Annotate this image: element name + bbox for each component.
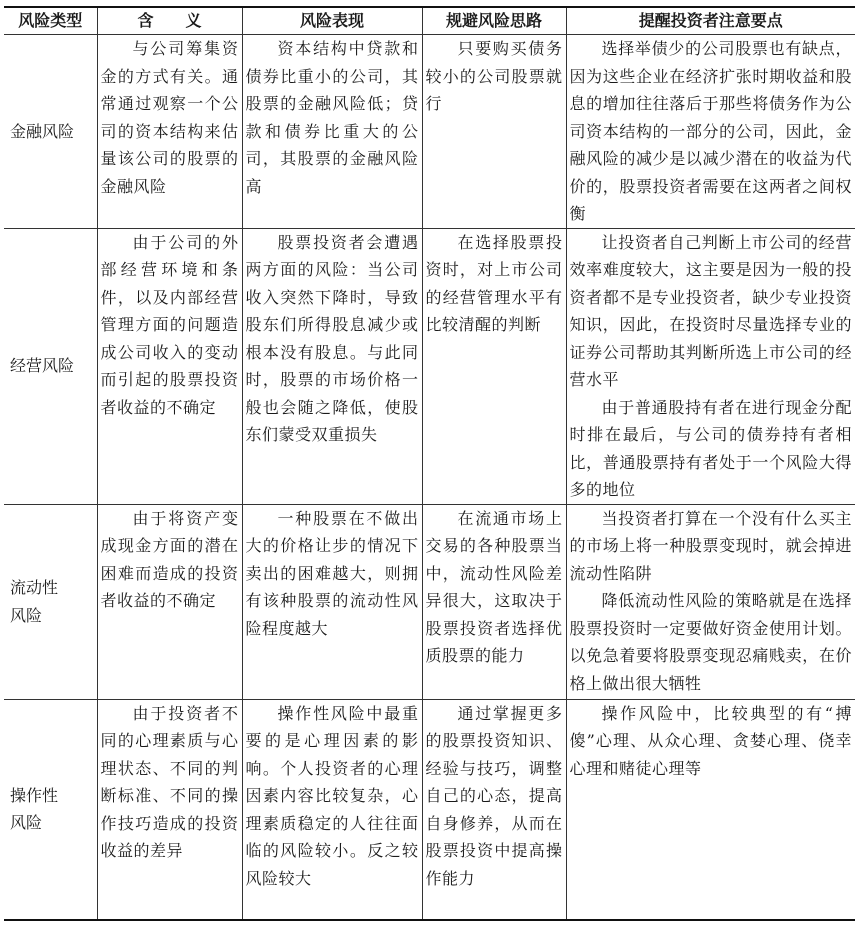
risk-type-cell: 流动性风险 xyxy=(4,504,97,699)
paragraph: 在流通市场上交易的各种股票当中，流动性风险差异很大，这取决于股票投资者选择优质股票的能力 xyxy=(425,508,563,665)
table-row xyxy=(4,699,855,920)
table-row xyxy=(4,504,855,699)
manifestation-cell xyxy=(242,35,422,229)
header-risk-type: 风险类型 xyxy=(4,7,97,35)
risk-type-cell: 金融风险 xyxy=(4,35,97,229)
manifestation-cell xyxy=(242,699,422,920)
risk-table-container xyxy=(4,6,855,921)
paragraph: 在选择股票投资时，对上市公司的经营管理水平有比较清醒的判断 xyxy=(425,232,563,334)
paragraph: 操作风险中，比较典型的有“搏傻”心理、从众心理、贪婪心理、侥幸心理和赌徒心理等 xyxy=(569,703,852,778)
table-row xyxy=(4,35,855,229)
avoidance-cell xyxy=(422,228,566,504)
paragraph: 由于公司的外部经营环境和条件，以及内部经营管理方面的问题造成公司收入的变动而引起的股票投资者收益的不确定 xyxy=(100,232,239,417)
paragraph: 当投资者打算在一个没有什么买主的市场上将一种股票变现时，就会掉进流动性陷阱 xyxy=(569,508,852,583)
header-meaning: 含 义 xyxy=(97,7,242,35)
paragraph: 一种股票在不做出大的价格让步的情况下卖出的困难越大，则拥有该种股票的流动性风险程度越大 xyxy=(245,508,419,638)
paragraph: 股票投资者会遭遇两方面的风险：当公司收入突然下降时，导致股东们所得股息减少或根本没有股息。与此同时，股票的市场价格一般也会随之降低，使股东们蒙受双重损失 xyxy=(245,232,419,444)
reminders-cell xyxy=(566,35,855,229)
risk-type-cell: 操作性风险 xyxy=(4,699,97,920)
header-reminders: 提醒投资者注意要点 xyxy=(566,7,855,35)
paragraph: 让投资者自己判断上市公司的经营效率难度较大，这主要是因为一般的投资者都不是专业投资者，缺少专业投资知识，因此，在投资时尽量选择专业的证券公司帮助其判断所选上市公司的经营水平 xyxy=(569,232,852,389)
paragraph: 由于普通股持有者在进行现金分配时排在最后，与公司的债券持有者相比，普通股票持有者处于一个风险大得多的地位 xyxy=(569,397,852,499)
stock-risk-table xyxy=(4,6,855,921)
meaning-cell xyxy=(97,228,242,504)
avoidance-cell xyxy=(422,504,566,699)
paragraph: 操作性风险中最重要的是心理因素的影响。个人投资者的心理因素内容比较复杂，心理素质稳定的人往往面临的风险较小。反之较风险较大 xyxy=(245,703,419,888)
paragraph: 资本结构中贷款和债券比重小的公司，其股票的金融风险低；贷款和债券比重大的公司，其股票的金融风险高 xyxy=(245,39,419,196)
header-avoidance: 规避风险思路 xyxy=(422,7,566,35)
table-row xyxy=(4,228,855,504)
avoidance-cell xyxy=(422,699,566,920)
paragraph: 由于将资产变成现金方面的潜在困难而造成的投资者收益的不确定 xyxy=(100,508,239,610)
manifestation-cell xyxy=(242,504,422,699)
reminders-cell xyxy=(566,699,855,920)
manifestation-cell xyxy=(242,228,422,504)
paragraph: 降低流动性风险的策略就是在选择股票投资时一定要做好资金使用计划。以免急着要将股票变现忍痛贱卖，在价格上做出很大牺牲 xyxy=(569,591,852,693)
paragraph: 与公司筹集资金的方式有关。通常通过观察一个公司的资本结构来估量该公司的股票的金融风险 xyxy=(100,39,239,196)
table-header-row xyxy=(4,7,855,35)
paragraph: 由于投资者不同的心理素质与心理状态、不同的判断标准、不同的操作技巧造成的投资收益的差异 xyxy=(100,703,239,860)
paragraph: 选择举债少的公司股票也有缺点，因为这些企业在经济扩张时期收益和股息的增加往往落后于那些将债务作为公司资本结构的一部分的公司，因此，金融风险的减少是以减少潜在的收益为代价的，股票投资者需要在这两者之间权衡 xyxy=(569,39,852,223)
risk-type-cell: 经营风险 xyxy=(4,228,97,504)
paragraph: 通过掌握更多的股票投资知识、经验与技巧，调整自己的心态，提高自身修养，从而在股票投资中提高操作能力 xyxy=(425,703,563,888)
meaning-cell xyxy=(97,699,242,920)
reminders-cell xyxy=(566,228,855,504)
header-manifestation: 风险表现 xyxy=(242,7,422,35)
reminders-cell xyxy=(566,504,855,699)
paragraph: 只要购买债务较小的公司股票就行 xyxy=(425,39,563,113)
meaning-cell xyxy=(97,35,242,229)
avoidance-cell xyxy=(422,35,566,229)
meaning-cell xyxy=(97,504,242,699)
